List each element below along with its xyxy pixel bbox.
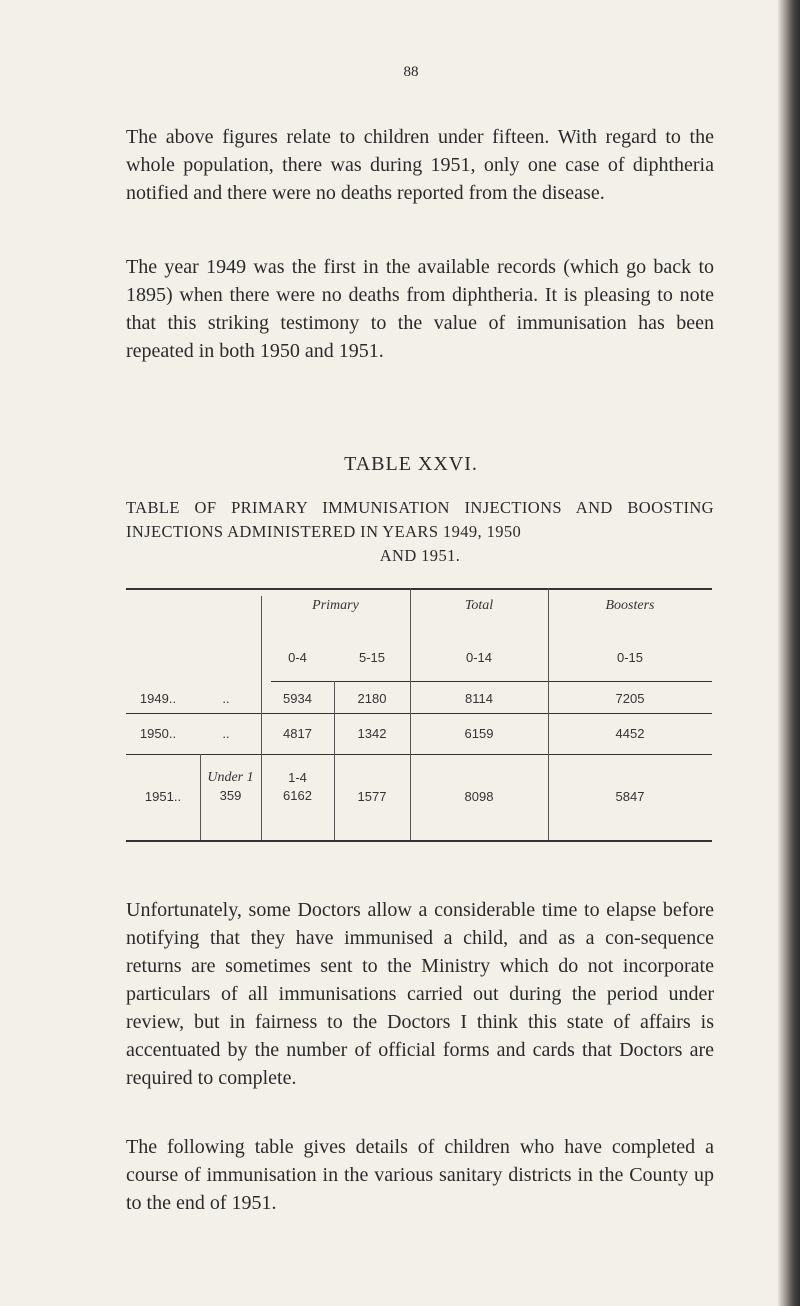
row-1950-total: 6159 (464, 726, 494, 741)
paragraph-3: Unfortunately, some Doctors allow a considerable time to elapse before notifying that they have immunised a child, and as a con-sequence returns are sometimes sent to the Ministry which do not incorporate particulars of all immunisations carried out during the period under review, but in fairness to the Doctors I think this state of affairs is accentuated by the number of official forms and cards that Doctors are required to complete. (126, 899, 714, 1089)
row-rule-2 (126, 713, 712, 714)
row-1949-dots: .. (222, 691, 230, 706)
paragraph-2: The year 1949 was the first in the available records (which go back to 1895) when there were no deaths from diphtheria. It is pleasing to note that this striking testimony to the value of immunisation has been repeated in both 1950 and 1951. (126, 256, 714, 362)
row-1949-boosters: 7205 (615, 691, 645, 706)
row-1951-1-4-label: 1-4 (288, 770, 307, 785)
table-caption (126, 496, 714, 568)
row-1949-5-15: 2180 (357, 691, 387, 706)
table-top-rule (126, 588, 712, 590)
page-number: 88 (403, 64, 419, 80)
row-1951-1-4: 6162 (283, 788, 312, 803)
row-1950-0-4: 4817 (283, 726, 312, 741)
table-caption-main: TABLE OF PRIMARY IMMUNISATION INJECTIONS AND BOOSTING INJECTIONS ADMINISTERED IN YEARS 1949, 1950 (126, 498, 714, 541)
subheader-5-15: 5-15 (358, 650, 386, 665)
header-boosters: Boosters (605, 598, 655, 613)
page-edge-shadow (778, 0, 800, 1306)
table-bottom-rule (126, 840, 712, 842)
row-1951-5-15: 1577 (357, 789, 387, 804)
row-rule-3 (126, 754, 712, 755)
row-1950-5-15: 1342 (357, 726, 387, 741)
col-rule-1 (261, 596, 262, 840)
row-1950-boosters: 4452 (615, 726, 645, 741)
row-1951-boosters: 5847 (615, 789, 645, 804)
immunisation-table (126, 588, 712, 842)
header-primary: Primary (312, 598, 359, 613)
row-1949-0-4: 5934 (283, 691, 312, 706)
subheader-0-4: 0-4 (288, 650, 307, 665)
row-1951-under1: 359 (219, 788, 242, 803)
row-1949-total: 8114 (465, 691, 493, 706)
table-caption-last: AND 1951. (379, 546, 461, 565)
subheader-0-15: 0-15 (616, 650, 644, 665)
header-total: Total (464, 598, 494, 613)
row-1951-total: 8098 (464, 789, 494, 804)
subheader-0-14: 0-14 (465, 650, 493, 665)
paragraph-4: The following table gives details of children who have completed a course of immunisation in the various sanitary districts in the County up to the end of 1951. (126, 1136, 714, 1214)
table-title: TABLE XXVI. (344, 453, 478, 475)
row-rule-1 (271, 681, 712, 682)
row-1949-year: 1949.. (139, 691, 177, 706)
row-1950-year: 1950.. (139, 726, 177, 741)
paragraph-1: The above figures relate to children under fifteen. With regard to the whole population, there was during 1951, only one case of diphtheria notified and there were no deaths reported from the disease. (126, 126, 714, 204)
row-1950-dots: .. (222, 726, 230, 741)
row-1951-year: 1951.. (144, 789, 182, 804)
row-1951-under1-label: Under 1 (207, 770, 254, 785)
